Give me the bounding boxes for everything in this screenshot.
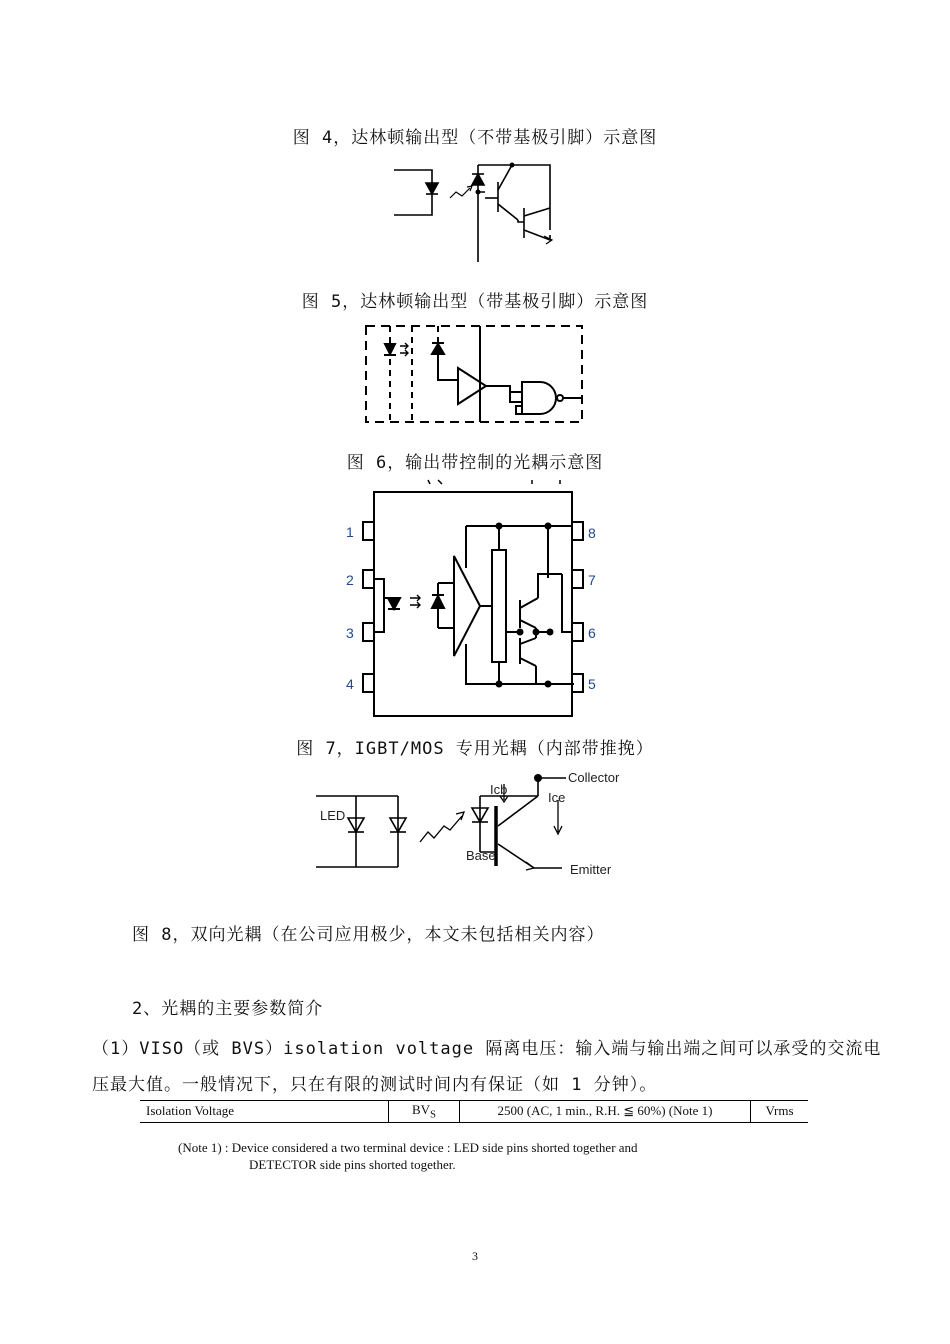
unit-cell: Vrms bbox=[751, 1101, 809, 1123]
fig8-caption: 图 8，双向光耦（在公司应用极少，本文未包括相关内容） bbox=[132, 925, 605, 945]
paragraph-line-1: （1）VISO（或 BVS）isolation voltage 隔离电压：输入端与输出端之间可以承受的交流电 bbox=[92, 1039, 882, 1059]
base-label: Base bbox=[466, 848, 496, 863]
pin-8-label: 8 bbox=[588, 525, 596, 541]
pin-5-label: 5 bbox=[588, 676, 596, 692]
pin-7-label: 7 bbox=[588, 572, 596, 588]
table-row bbox=[140, 1101, 808, 1123]
symbol-main: BV bbox=[411, 1102, 431, 1117]
page-number: 3 bbox=[472, 1249, 478, 1263]
param-cell: Isolation Voltage bbox=[140, 1101, 389, 1123]
pin-2-label: 2 bbox=[346, 572, 354, 588]
value-cell: 2500 (AC, 1 min., R.H. ≦ 60%) (Note 1) bbox=[460, 1101, 751, 1123]
pin-4-label: 4 bbox=[346, 676, 354, 692]
fig5-diagram bbox=[360, 322, 590, 432]
fig5-caption: 图 5，达林顿输出型（带基极引脚）示意图 bbox=[301, 292, 649, 312]
note-line-1: (Note 1) : Device considered a two terminal device : LED side pins shorted together and bbox=[178, 1140, 638, 1155]
fig4-diagram bbox=[390, 160, 560, 265]
collector-label: Collector bbox=[568, 770, 620, 785]
paragraph-line-2: 压最大值。一般情况下，只在有限的测试时间内有保证（如 1 分钟）。 bbox=[92, 1075, 658, 1095]
led-label: LED bbox=[320, 808, 346, 823]
symbol-sub: S bbox=[430, 1108, 437, 1121]
pin-6-label: 6 bbox=[588, 625, 596, 641]
fig6-caption: 图 6，输出带控制的光耦示意图 bbox=[346, 453, 604, 473]
pin-3-label: 3 bbox=[346, 625, 354, 641]
section-heading: 2、光耦的主要参数简介 bbox=[132, 999, 324, 1019]
fig7-caption: 图 7，IGBT/MOS 专用光耦（内部带推挽） bbox=[296, 739, 654, 759]
fig4-caption: 图 4，达林顿输出型（不带基极引脚）示意图 bbox=[292, 128, 658, 148]
note-line-2: DETECTOR side pins shorted together. bbox=[249, 1157, 456, 1172]
ice-label: Ice bbox=[548, 790, 566, 805]
icb-label: Icb bbox=[490, 782, 508, 797]
pin-1-label: 1 bbox=[346, 524, 354, 540]
emitter-label: Emitter bbox=[570, 862, 612, 877]
symbol-cell bbox=[389, 1101, 460, 1123]
fig6-diagram bbox=[330, 478, 620, 723]
isolation-voltage-table bbox=[140, 1100, 808, 1123]
fig8-diagram bbox=[310, 768, 630, 883]
